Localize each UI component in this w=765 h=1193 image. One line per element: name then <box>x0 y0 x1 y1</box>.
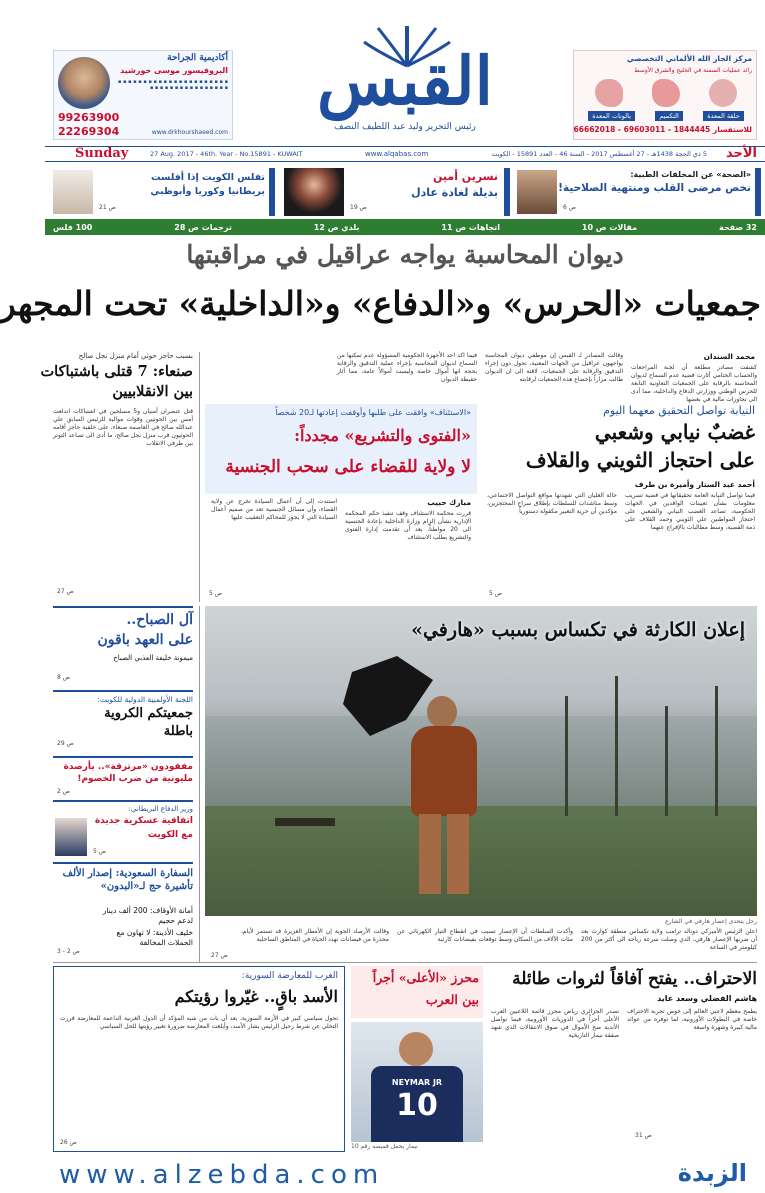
fatwa-byline: مبارك حبيب <box>427 498 471 507</box>
teaser-nesreen[interactable] <box>280 168 510 216</box>
fatwa-headline-2: لا ولاية للقضاء على سحب الجنسية <box>225 457 471 477</box>
texas-photo <box>205 606 757 916</box>
shirt-number: 10 <box>396 1088 438 1123</box>
missing-page: ص 2 <box>57 788 70 795</box>
sabah-byline: ميمونة خليفة العذبي الصباح <box>113 654 193 662</box>
fatwa-body-2: استندت إلى أن أعمال السيادة تخرج عن ولاية القضاء، وأن مسائل الجنسية تعد من صميم أعمال السيادة التي لا يجوز للمحاكم التعقيب عليها <box>211 498 337 521</box>
actress-photo <box>284 168 344 216</box>
bench <box>275 818 335 826</box>
footer-site[interactable]: www.alzebda.com <box>59 1160 385 1190</box>
service-balloon: بالونات المعدة <box>588 111 635 121</box>
fatwa-headline-1: «الفتوى والتشريع» مجدداً: <box>294 426 471 445</box>
nav-price[interactable]: 100 فلس <box>53 222 93 232</box>
masthead <box>45 0 765 165</box>
texas-body-3: وقالت الأرصاد الجوية إن الأمطار الغزيرة قد تستمر لأيام، محذرة من فيضانات تهدد الحياة في المناطق الساحلية <box>241 928 389 943</box>
defence-kicker: وزير الدفاع البريطاني: <box>128 805 193 813</box>
divider <box>199 606 200 962</box>
inquiry-headline-1: غضبٌ نيابي وشعبي <box>594 420 755 444</box>
missing-headline: مفقودون «مرتزقة».. بأرصدة مليونية من ضرب الخصوم! <box>63 762 193 784</box>
nav-translations[interactable]: ترجمات ص 28 <box>174 222 232 232</box>
sanaa-headline-2: بين الانقلابيين <box>112 383 193 400</box>
sabah-column[interactable] <box>53 606 193 686</box>
fatwa-page: ص 5 <box>209 590 222 597</box>
olympic-kicker: اللجنة الأولمبية الدولية للكويت: <box>97 695 193 704</box>
surgery-site[interactable]: www.drkhourshaeed.com <box>151 129 228 136</box>
inquiry-page: ص 5 <box>489 590 502 597</box>
teaser-economy-page: ص 21 <box>99 204 116 211</box>
nav-trends[interactable]: اتجاهات ص 11 <box>441 222 500 232</box>
sabah-page: ص 8 <box>57 674 70 681</box>
lead-byline: محمد السندان <box>703 352 755 361</box>
surgery-phone-1: 99263900 <box>58 111 120 124</box>
ahli-headline-2: بين العرب <box>425 992 479 1007</box>
nav-articles[interactable]: مقالات ص 10 <box>581 222 638 232</box>
texas-body-2: وأكدت السلطات أن الإعصار تسبب في انقطاع التيار الكهربائي عن مئات الآلاف من السكان وسط توقعات بفيضانات كارثية <box>397 928 573 943</box>
olympic-column[interactable] <box>53 690 193 752</box>
divider <box>199 352 200 602</box>
footer-brand: الزبدة <box>677 1159 747 1187</box>
section-nav <box>45 219 765 235</box>
clinic-phones: للاستفسار 1844445 - 69603011 - 66662018 <box>573 125 752 134</box>
palm-trees <box>545 666 745 826</box>
footer-bar <box>45 1158 765 1193</box>
lead-body-1: كشفت مصادر مطلعة أن لجنة المراجعات والحساب الختامي أثارت قضية عدم السماح لديوان المحاسبة بالرقابة على الجمعيات التعاونية التابعة للحرس الوطني ووزارتي الدفاع والداخلية، مما أدى الى تجاوزات مالية في بعضها <box>631 364 757 403</box>
pro-byline: هاشم الفضلي وسعد عايد <box>657 994 757 1003</box>
missing-column[interactable] <box>53 756 193 798</box>
syria-headline: الأسد باقٍ.. غيّروا رؤيتكم <box>174 987 338 1006</box>
teaser-nesreen-kicker: نسرين أمين <box>433 170 498 183</box>
clinic-ad-title: مركز الجار الله الألماني التخصصي <box>626 54 752 63</box>
pro-body: يطمح معظم لاعبي العالم إلى خوض تجربة الاحتراف خاصة في البطولات الأوروبية، لما توفره من عوائد مالية كبيرة وشهرة واسعة <box>627 1008 757 1031</box>
clinic-ad-visuals <box>580 79 752 109</box>
hajj-page: ص 2 - 3 <box>57 948 80 955</box>
texas-headline: إعلان الكارثة في تكساس بسبب «هارفي» <box>411 619 745 641</box>
surgery-ad-text: ▪ ▪ ▪ ▪ ▪ ▪ ▪ ▪ ▪ ▪ ▪ ▪ ▪ ▪ ▪ ▪ ▪ ▪ ▪ ▪ ▪ ▪ ▪ ▪ ▪ ▪ ▪ ▪ ▪ ▪ ▪ ▪ ▪ ▪ ▪ ▪ ▪ ▪ <box>118 79 228 91</box>
hajj-headline: السفارة السعودية: إصدار الألف تأشيرة حج لـ«البدون» <box>62 868 193 892</box>
ahli-story[interactable] <box>351 966 483 1152</box>
date-arabic: 5 ذي الحجة 1438هـ - 27 أغسطس 2017 - السنة 46 - العدد 15891 - الكويت <box>491 150 707 158</box>
fatwa-kicker: «الاستئناف» وافقت على طلبها وأوقفت إعادتها لـ20 شخصاً <box>275 408 471 417</box>
fatwa-story[interactable] <box>205 404 477 600</box>
teaser-economy[interactable] <box>51 168 275 216</box>
sanaa-body: قتل عنصران أمنيان و5 مسلحين في اشتباكات اندلعت أمس بين الحوثيين وقوات موالية للرئيس السابق علي عبدالله صالح في العاصمة صنعاء، على خلفية حاجز أقامه الحوثيون قرب منزل نجل صالح، ما أدى الى تصاعد التوتر بين طرفي الانقلاب <box>53 408 193 447</box>
sabah-title-2: على العهد باقون <box>97 632 193 648</box>
stomach-icon <box>652 79 680 107</box>
teaser-nesreen-page: ص 19 <box>350 204 367 211</box>
clinic-ad <box>573 50 757 140</box>
inquiry-story[interactable] <box>485 404 755 600</box>
lead-body-3: فيما اكد احد الأجهزة الحكومية المسؤولة عدم تمكنها من السماح لديوان المحاسبة بإجراء عملية التدقيق والرقابة بحجة انها أموال خاصة وليست أموالاً عامة، مما أثار حفيظة الديوان <box>337 352 477 383</box>
defence-headline-2: مع الكويت <box>147 830 193 840</box>
pro-body-2: تصدر الجزائري رياض محرز قائمة اللاعبين العرب الأعلى أجراً في الدوريات الأوروبية، فيما تواصل الأندية ضخ الأموال في سوق الانتقالات الذي شهد صفقة نيمار التاريخية <box>491 1008 619 1039</box>
ahli-headline-1: محرز «الأعلى» أجراً <box>372 970 479 985</box>
nav-pages[interactable]: 32 صفحة <box>718 222 757 232</box>
teaser-health[interactable] <box>515 168 761 216</box>
syria-body: تحول سياسي كبير في الأزمة السورية، بعد أن بات من شبه المؤكد أن الدول الغربية الداعمة للمعارضة قررت التخلي عن شرط رحيل الرئيس بشار الأسد، وأبلغت المعارضة ضرورة تغيير رؤيتها للحل السياسي <box>60 1015 338 1030</box>
inquiry-body-1: فيما تواصل النيابة العامة تحقيقاتها في قضية تسريب معلومات بشأن تعيينات الوافدين في الجهات الحكومية، تصاعد الغضب النيابي والشعبي على احتجاز المواطنين علي الثويني وحمد القلاف على ذمة القضية، وسط مطالبات بالإفراج عنهما <box>625 492 755 531</box>
texas-page: ص 27 <box>211 952 228 959</box>
inquiry-body-2: حالة الغليان التي شهدتها مواقع التواصل الاجتماعي، وسط مناشدات للسلطات بإطلاق سراح المحتجزين، مؤكدين أن حرية التعبير مكفولة دستورياً <box>487 492 617 515</box>
inquiry-headline-2: على احتجاز الثويني والقلاف <box>525 448 755 472</box>
day-english: Sunday <box>75 146 129 161</box>
olympic-page: ص 29 <box>57 740 74 747</box>
hajj-line-1: أمانة الأوقاف: 200 ألف دينار <box>102 906 193 915</box>
syria-kicker: الغرب للمعارضة السورية: <box>241 971 338 981</box>
economist-photo <box>53 170 93 214</box>
service-sleeve: التكميم <box>655 111 682 121</box>
sanaa-story[interactable] <box>40 352 193 602</box>
teaser-health-kicker: «الصحة» عن المخلفات الطبية: <box>630 170 751 179</box>
sanaa-page: ص 27 <box>57 588 74 595</box>
lead-headline: جمعيات «الحرس» و«الدفاع» و«الداخلية» تحت المجهر <box>0 284 761 323</box>
surgery-ad-title: أكاديمية الجراحة <box>167 53 228 63</box>
sanaa-headline-1: صنعاء: 7 قتلى باشتباكات <box>40 363 193 380</box>
editor-line: رئيس التحرير وليد عبد اللطيف النصف <box>334 122 476 132</box>
divider <box>53 962 757 963</box>
doctor-photo <box>58 57 110 109</box>
stomach-icon <box>709 79 737 107</box>
defence-minister-photo <box>55 818 87 856</box>
ahli-caption: نيمار يحمل قميصه رقم 10 <box>351 1143 418 1150</box>
teaser-economy-kicker: تفلس الكويت إذا أفلست <box>150 172 265 183</box>
site-link[interactable]: www.alqabas.com <box>365 150 429 158</box>
man-figure <box>405 696 483 896</box>
date-bar <box>45 146 765 162</box>
hajj-line-2: لدعم حجيم <box>158 916 193 925</box>
defence-page: ص 5 <box>93 848 106 855</box>
surgery-phone-2: 22269304 <box>58 125 120 138</box>
teaser-health-title: نخص مرضى القلب ومنتهية الصلاحية! <box>558 182 751 194</box>
syria-story[interactable] <box>53 966 345 1152</box>
teaser-nesreen-title: بديلة لغادة عادل <box>411 186 498 199</box>
service-ring: حلقة المعدة <box>703 111 744 121</box>
olympic-headline-1: جمعيتكم الكروية <box>104 706 193 721</box>
nav-municipal[interactable]: بلدي ص 12 <box>313 222 360 232</box>
inquiry-kicker: النيابة تواصل التحقيق معهما اليوم <box>603 404 755 417</box>
defence-headline-1: اتفاقية عسكرية جديدة <box>94 816 193 826</box>
clinic-ad-subtitle: رائد عمليات السمنة في الخليج والشرق الأوسط <box>634 67 752 74</box>
sanaa-kicker: بسبب حاجز حوثي أمام منزل نجل صالح <box>78 352 193 360</box>
defence-column[interactable] <box>53 800 193 860</box>
teaser-economy-title: بريطانيا وكوريا وأبوظبي <box>150 186 265 197</box>
hajj-line-4: الحملات المخالفة <box>139 938 193 947</box>
pro-page: ص 31 <box>635 1132 652 1139</box>
date-english: 27 Aug. 2017 - 46th. Year - No.15891 - KUWAIT <box>150 150 303 158</box>
texas-body-1: اعلن الرئيس الأميركي دونالد ترامب ولاية تكساس منطقة كوارث بعد أن ضربها الإعصار هارفي، الذي وصلت سرعة رياحه الى أكثر من 200 كيلومتر في الساعة <box>581 928 757 951</box>
pro-story[interactable] <box>489 966 757 1152</box>
surgery-ad-doctor: البروفيسور موسى خورشيد <box>120 66 228 75</box>
teaser-strip <box>45 166 765 218</box>
surgery-ad <box>53 50 233 140</box>
newspaper-logo: القبس <box>317 42 493 120</box>
neymar-photo <box>351 1022 483 1142</box>
texas-caption: رجل يتحدى إعصار هارفي في الشارع <box>665 918 757 925</box>
stomach-icon <box>595 79 623 107</box>
hajj-line-3: خليف الأذينة: لا تهاون مع <box>116 928 193 937</box>
olympic-headline-2: باطلة <box>163 724 193 739</box>
teaser-health-page: ص 6 <box>563 204 576 211</box>
day-arabic: الأحد <box>725 146 757 161</box>
clinic-services <box>578 111 754 121</box>
lead-body-2: وقالت المصادر لـ القبس إن موظفي ديوان المحاسبة يواجهون عراقيل من الجهات المعنية، تحول دون إجراء التدقيق والرقابة على الجمعيات، لافتة الى ان الديوان طالب مراراً بإخضاع هذه الجمعيات لرقابته <box>485 352 623 383</box>
lead-kicker: ديوان المحاسبة يواجه عراقيل في مراقبتها <box>186 240 624 269</box>
minister-photo <box>517 170 557 214</box>
fatwa-body-1: قررت محكمة الاستئناف وقف تنفيذ حكم المحكمة الإدارية بشأن إلزام وزارة الداخلية بإعادة الجنسية الى 20 مواطناً، بعد أن تقدمت إدارة الفتوى والتشريع بطلب الاستئناف <box>345 510 471 541</box>
inquiry-byline: أحمد عبد الستار وأميرة بن طرف <box>634 480 755 489</box>
shirt-name: NEYMAR JR <box>391 1078 443 1087</box>
sabah-title-1: آل الصباح.. <box>126 612 193 628</box>
syria-page: ص 26 <box>60 1139 77 1146</box>
pro-headline: الاحتراف.. يفتح آفاقاً لثروات طائلة <box>512 969 757 989</box>
hajj-column[interactable] <box>53 862 193 958</box>
